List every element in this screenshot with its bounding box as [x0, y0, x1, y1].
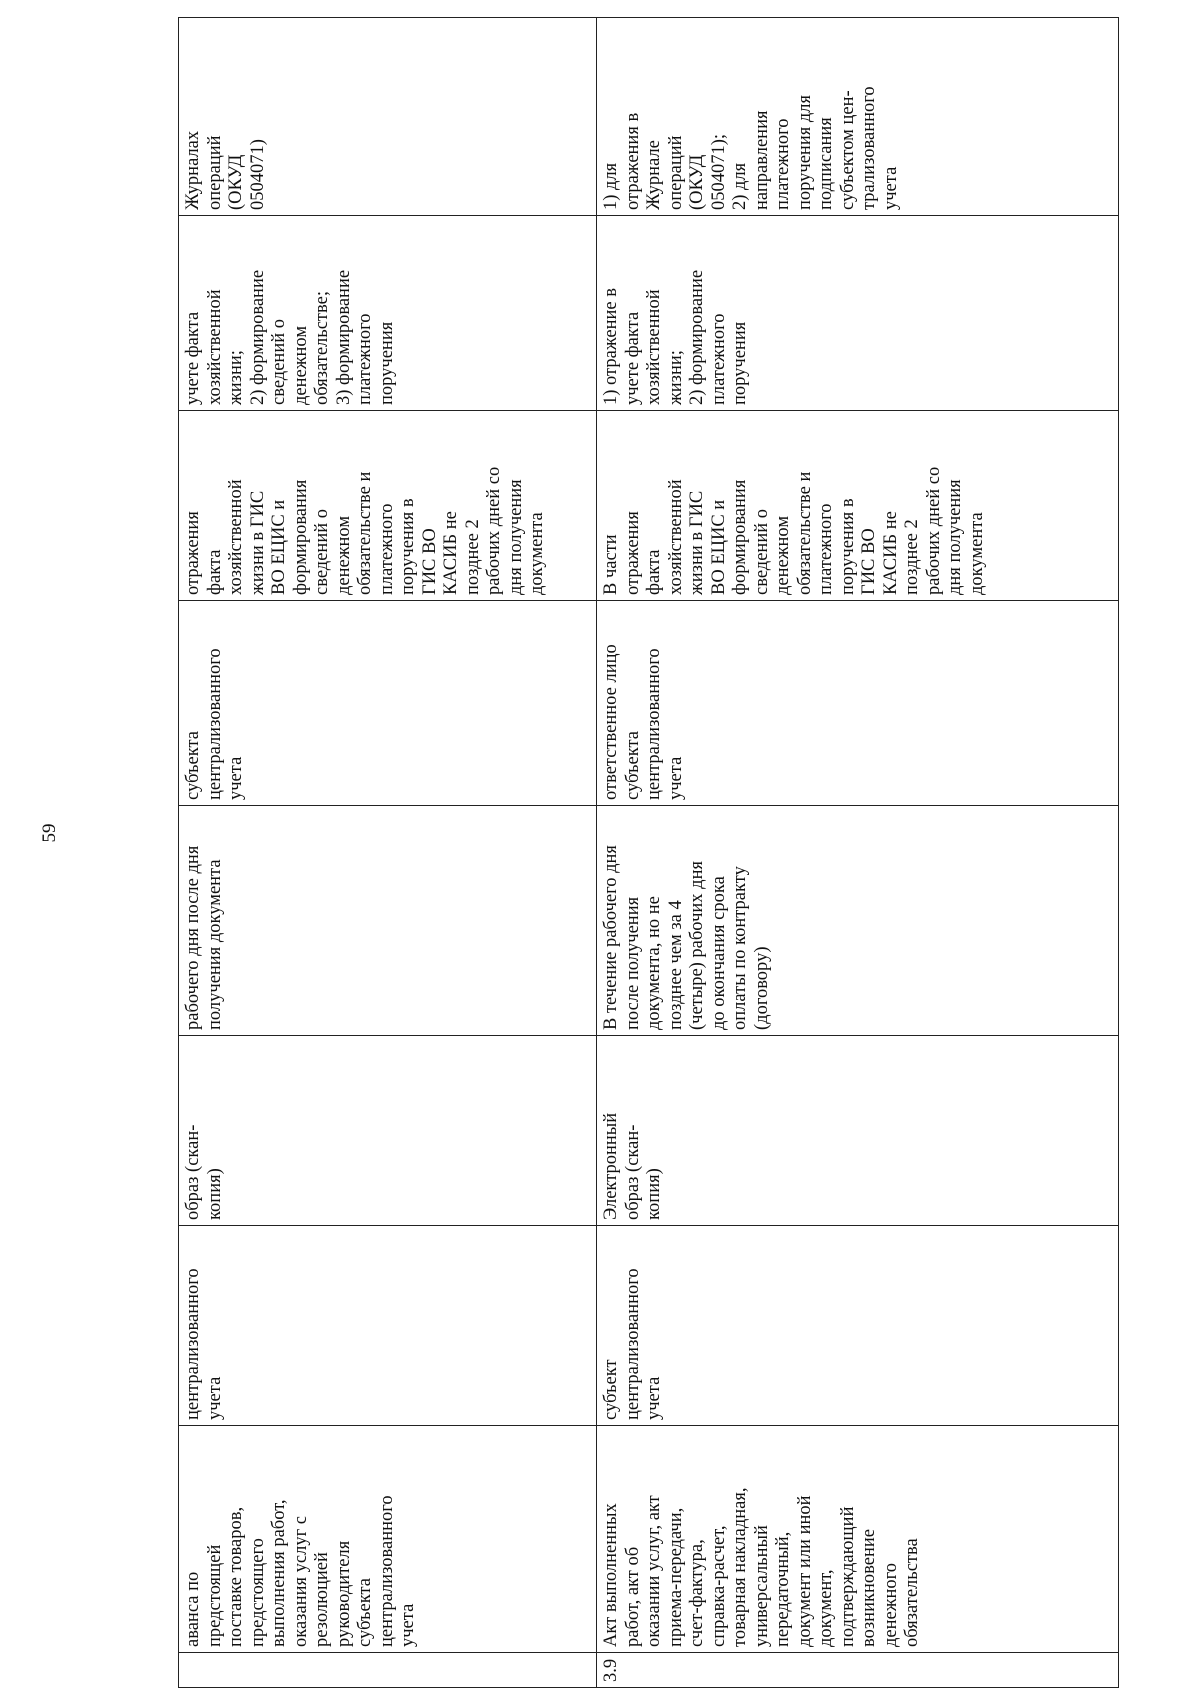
cell-action: 1) отражение в учете факта хозяйственной жизни; 2) формирование платежного поручения — [597, 216, 1119, 411]
cell-deadline: рабочего дня после дня получения документа — [179, 806, 597, 1036]
cell-processing-term: отражения факта хозяйственной жизни в ГИС ВО ЕЦИС и формирования сведений о денежном обязательстве и платежного поручения в ГИС ВО КАСИБ не позднее 2 рабочих дней со дня получения документа — [179, 411, 597, 601]
cell-number: 3.9 — [597, 1653, 1119, 1688]
table-row — [179, 18, 597, 1688]
cell-executor: ответственное лицо субъекта централизованного учета — [597, 601, 1119, 806]
cell-purpose: Журналах операций (ОКУД 0504071) — [179, 18, 597, 216]
cell-document-name: аванса по предстоящей поставке товаров, предстоящего выполнения работ, оказания услуг с резолюцией руководителя субъекта централизованного учета — [179, 1426, 597, 1653]
cell-document-name: Акт выполненных работ, акт об оказании услуг, акт приема-передачи, счет-фактура, справка-расчет, товарная накладная, универсальный передаточный, документ или иной документ, подтверждающий возникновение денежного обязательства — [597, 1426, 1119, 1653]
cell-processing-term: В части отражения факта хозяйственной жизни в ГИС ВО ЕЦИС и формирования сведений о денежном обязательстве и платежного поручения в ГИС ВО КАСИБ не позднее 2 рабочих дней со дня получения документа — [597, 411, 1119, 601]
table-row — [597, 18, 1119, 1688]
landscape-table-container — [178, 18, 1118, 1688]
document-table — [178, 17, 1119, 1688]
cell-responsible: централизованного учета — [179, 1226, 597, 1426]
cell-purpose: 1) для отражения в Журнале операций (ОКУД 0504071); 2) для направления платежного поручения для подписания субъектом цен- трализованного учета — [597, 18, 1119, 216]
page-number: 59 — [39, 823, 60, 843]
cell-number — [179, 1653, 597, 1688]
cell-format: Электронный образ (скан- копия) — [597, 1036, 1119, 1226]
cell-deadline: В течение рабочего дня после получения документа, но не позднее чем за 4 (четыре) рабочих дня до окончания срока оплаты по контракту (договору) — [597, 806, 1119, 1036]
cell-executor: субъекта централизованного учета — [179, 601, 597, 806]
cell-action: учете факта хозяйственной жизни; 2) формирование сведений о денежном обязательстве; 3) формирование платежного поручения — [179, 216, 597, 411]
rotated-table-wrapper — [178, 18, 1118, 1688]
cell-format: образ (скан- копия) — [179, 1036, 597, 1226]
cell-responsible: субъект централизованного учета — [597, 1226, 1119, 1426]
